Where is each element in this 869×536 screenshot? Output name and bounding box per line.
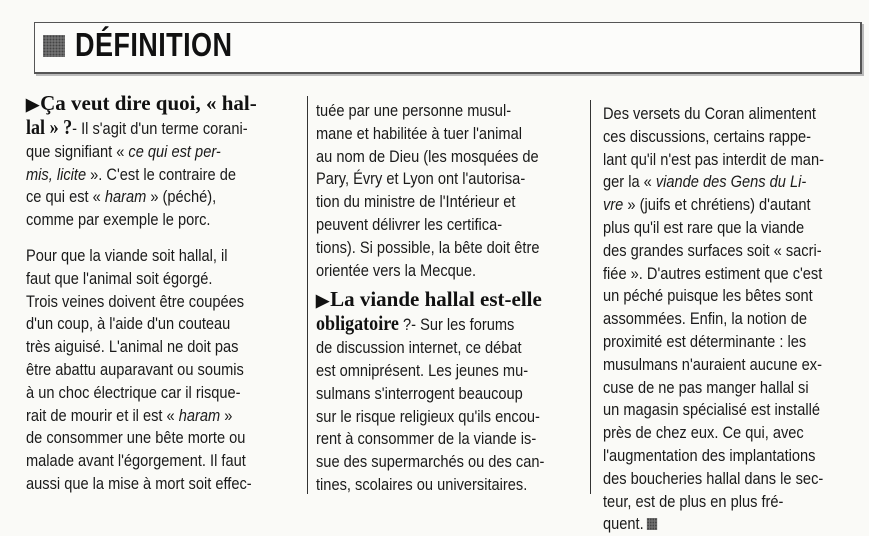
paragraph-gap [26, 232, 301, 245]
text-line [316, 312, 541, 337]
text-line: tion du ministre de l'Intérieur et [316, 192, 516, 212]
section-header [34, 22, 862, 74]
text-run: » (juifs et chrétiens) d'autant [623, 195, 811, 215]
italic-run: vre [603, 195, 624, 215]
text-line: est omniprésent. Les jeunes mu- [316, 360, 529, 380]
text-line: fiée ». D'autres estiment que c'est [603, 263, 823, 283]
text-line: un magasin spécialisé est installé [603, 400, 820, 420]
text-line: au nom de Dieu (les mosquées de [316, 146, 539, 166]
section-title: DÉFINITION [75, 26, 233, 63]
text-line: faut que l'animal soit égorgé. [26, 268, 213, 288]
text-line [603, 194, 820, 217]
text-line: tuée par une personne musul- [316, 101, 512, 120]
heading-text: La viande hallal est-elle [330, 287, 542, 312]
text-line: très aiguisé. L'animal ne doit pas [26, 337, 239, 357]
text-run: rait de mourir et il est « [26, 405, 179, 425]
text-run: ?- Sur les forums [398, 315, 515, 335]
text-line [603, 513, 820, 536]
text-line: tions). Si possible, la bête doit être [316, 237, 540, 257]
text-line: proximité est déterminante : les [603, 331, 807, 351]
text-line: Des versets du Coran alimentent [603, 104, 816, 123]
text-line [26, 141, 263, 164]
text-line: à un choc électrique car il risque- [26, 382, 241, 402]
italic-run: mis, licite [26, 164, 87, 184]
text-line: de consommer une bête morte ou [26, 428, 246, 448]
text-line: teur, est de plus en plus fré- [603, 491, 784, 511]
text-run: ger la « [603, 172, 656, 192]
column-divider-2 [590, 100, 591, 494]
text-line: des grandes surfaces soit « sacri- [603, 240, 822, 260]
header-square-icon [43, 35, 65, 57]
italic-run: ce qui est per- [128, 141, 221, 161]
text-line: malade avant l'égorgement. Il faut [26, 451, 246, 471]
text-run: ce qui est « [26, 187, 105, 207]
text-line: sulmans s'interrogent beaucoup [316, 383, 523, 403]
text-line: ces discussions, certains rappe- [603, 126, 812, 146]
italic-run: haram [178, 405, 221, 425]
italic-run: haram [104, 187, 147, 207]
text-run: ». C'est le contraire de [86, 164, 237, 184]
column-1 [26, 92, 301, 496]
text-line: tines, scolaires ou universitaires. [316, 474, 528, 494]
text-line: près de chez eux. Ce qui, avec [603, 423, 804, 443]
text-line [26, 116, 263, 141]
text-line: l'augmentation des implantations [603, 445, 816, 465]
text-line: plus qu'il est rare que la viande [603, 217, 805, 237]
text-line: être abattu auparavant ou soumis [26, 359, 244, 379]
text-line: des boucheries hallal dans le sec- [603, 468, 824, 488]
question-2-heading [316, 288, 578, 312]
text-line: Pour que la viande soit hallal, il [26, 245, 228, 265]
text-run: » [220, 405, 233, 425]
text-line [26, 405, 263, 428]
end-of-article-square-icon [647, 518, 657, 530]
heading-text: obligatoire [316, 311, 399, 336]
text-line: aussi que la mise à mort soit effec- [26, 473, 252, 493]
text-line: orientée vers la Mecque. [316, 260, 477, 280]
text-line: comme par exemple le porc. [26, 210, 211, 230]
text-line: peuvent délivrer les certifica- [316, 214, 503, 234]
text-run: que signifiant « [26, 141, 129, 161]
italic-run: viande des Gens du Li- [655, 172, 807, 192]
text-run: quent. [603, 514, 644, 534]
text-line: de discussion internet, ce débat [316, 338, 522, 358]
column-3 [603, 103, 855, 536]
heading-text: lal » ? [26, 115, 73, 139]
text-line: rent à consommer de la viande is- [316, 429, 537, 449]
column-divider-1 [307, 96, 308, 494]
text-line: mane et habilitée à tuer l'animal [316, 123, 522, 143]
text-line: cuse de ne pas manger hallal si [603, 377, 809, 397]
text-line [26, 164, 263, 187]
text-line: musulmans n'auraient aucune ex- [603, 354, 822, 374]
text-line: sue des supermarchés ou des can- [316, 452, 545, 472]
question-1-heading [26, 92, 301, 116]
text-line: Trois veines doivent être coupées [26, 291, 245, 311]
text-line: Pary, Évry et Lyon ont l'autorisa- [316, 169, 526, 189]
text-line: lant qu'il n'est pas interdit de man- [603, 149, 824, 169]
heading-text: Ça veut dire quoi, « hal- [40, 91, 257, 115]
text-line: un péché puisque les bêtes sont [603, 286, 813, 306]
text-line: assommées. Enfin, la notion de [603, 309, 807, 329]
text-line [26, 186, 263, 209]
triangle-bullet-icon: ▶ [26, 95, 40, 114]
column-2 [316, 100, 578, 497]
triangle-bullet-icon: ▶ [316, 291, 330, 311]
text-line: sur le risque religieux qu'ils encou- [316, 406, 540, 426]
text-line [603, 171, 820, 194]
text-run: - Il s'agit d'un terme corani- [72, 119, 248, 138]
text-line: d'un coup, à l'aide d'un couteau [26, 314, 231, 334]
text-run: » (péché), [146, 187, 217, 207]
